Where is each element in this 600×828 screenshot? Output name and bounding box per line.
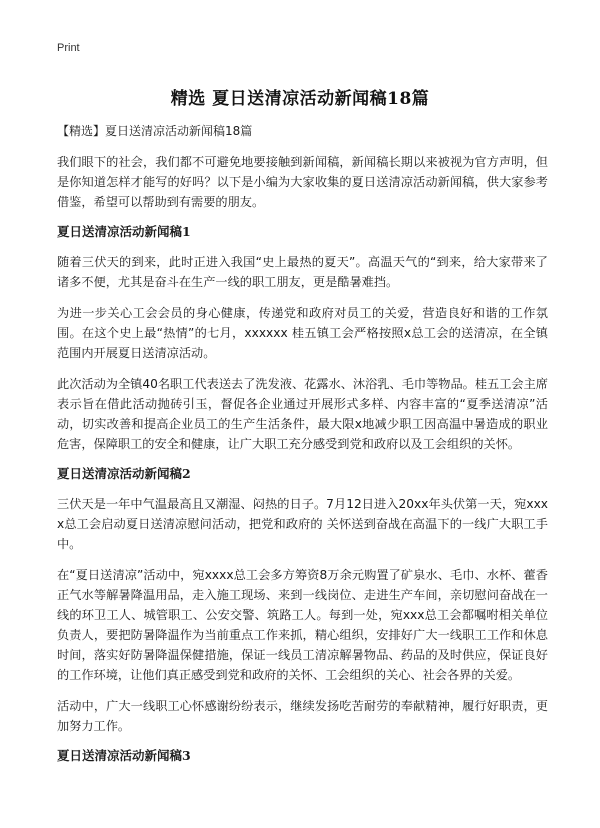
section-2-paragraph-3: 活动中，广大一线职工心怀感谢纷纷表示，继续发扬吃苦耐劳的奉献精神，履行好职责，更加努力工作。 xyxy=(57,699,548,733)
page-title: 精选 夏日送清凉活动新闻稿18篇 xyxy=(170,89,430,109)
document-subtitle: 【精选】夏日送清凉活动新闻稿18篇 xyxy=(57,124,253,138)
print-label[interactable]: Print xyxy=(57,42,80,54)
section-heading-1: 夏日送清凉活动新闻稿1 xyxy=(57,224,191,239)
document-body xyxy=(57,122,548,776)
section-2-paragraph-1: 三伏天是一年中气温最高且又潮湿、闷热的日子。7月12日进入20xx年头伏第一天，宛xxxx总工会启动夏日送清凉慰问活动，把党和政府的 关怀送到奋战在高温下的一线广大职工手中。 xyxy=(57,497,548,551)
section-1-paragraph-2: 为进一步关心工会会员的身心健康，传递党和政府对员工的关爱，营造良好和谐的工作氛围。在这个史上最“热情”的七月，xxxxxx 桂五镇工会严格按照x总工会的送清凉，在全镇范围内开展夏日送清凉活动。 xyxy=(57,306,548,360)
section-1-paragraph-1: 随着三伏天的到来，此时正进入我国“史上最热的夏天”。高温天气的“到来，给大家带来了诸多不便，尤其是奋斗在生产一线的职工朋友，更是酷暑难挡。 xyxy=(57,255,548,289)
section-heading-2: 夏日送清凉活动新闻稿2 xyxy=(57,466,191,481)
section-heading-3: 夏日送清凉活动新闻稿3 xyxy=(57,748,191,763)
intro-paragraph: 我们眼下的社会，我们都不可避免地要接触到新闻稿，新闻稿长期以来被视为官方声明，但是你知道怎样才能写的好吗？以下是小编为大家收集的夏日送清凉活动新闻稿，供大家参考借鉴，希望可以帮助到有需要的朋友。 xyxy=(57,155,548,209)
section-1-paragraph-3: 此次活动为全镇40名职工代表送去了洗发液、花露水、沐浴乳、毛巾等物品。桂五工会主席表示旨在借此活动抛砖引玉，督促各企业通过开展形式多样、内容丰富的“夏季送清凉”活动，切实改善和提高企业员工的生产生活条件，最大限x地减少职工因高温中暑造成的职业危害，保障职工的安全和健康，让广大职工充分感受到党和政府以及工会组织的关怀。 xyxy=(57,377,548,451)
section-2-paragraph-2: 在“夏日送清凉”活动中，宛xxxx总工会多方筹资8万余元购置了矿泉水、毛巾、水杯、藿香正气水等解暑降温用品，走入施工现场、来到一线岗位、走进生产车间，亲切慰问奋战在一线的环卫工人、城管职工、公安交警、筑路工人。每到一处，宛xxx总工会都嘱咐相关单位负责人，要把防暑降温作为当前重点工作来抓，精心组织，安排好广大一线职工工作和休息时间，落实好防暑降温保健措施，保证一线员工清凉解暑物品、药品的及时供应，保证良好的工作环境，让他们真正感受到党和政府的关怀、工会组织的关心、社会各界的关爱。 xyxy=(57,568,548,682)
